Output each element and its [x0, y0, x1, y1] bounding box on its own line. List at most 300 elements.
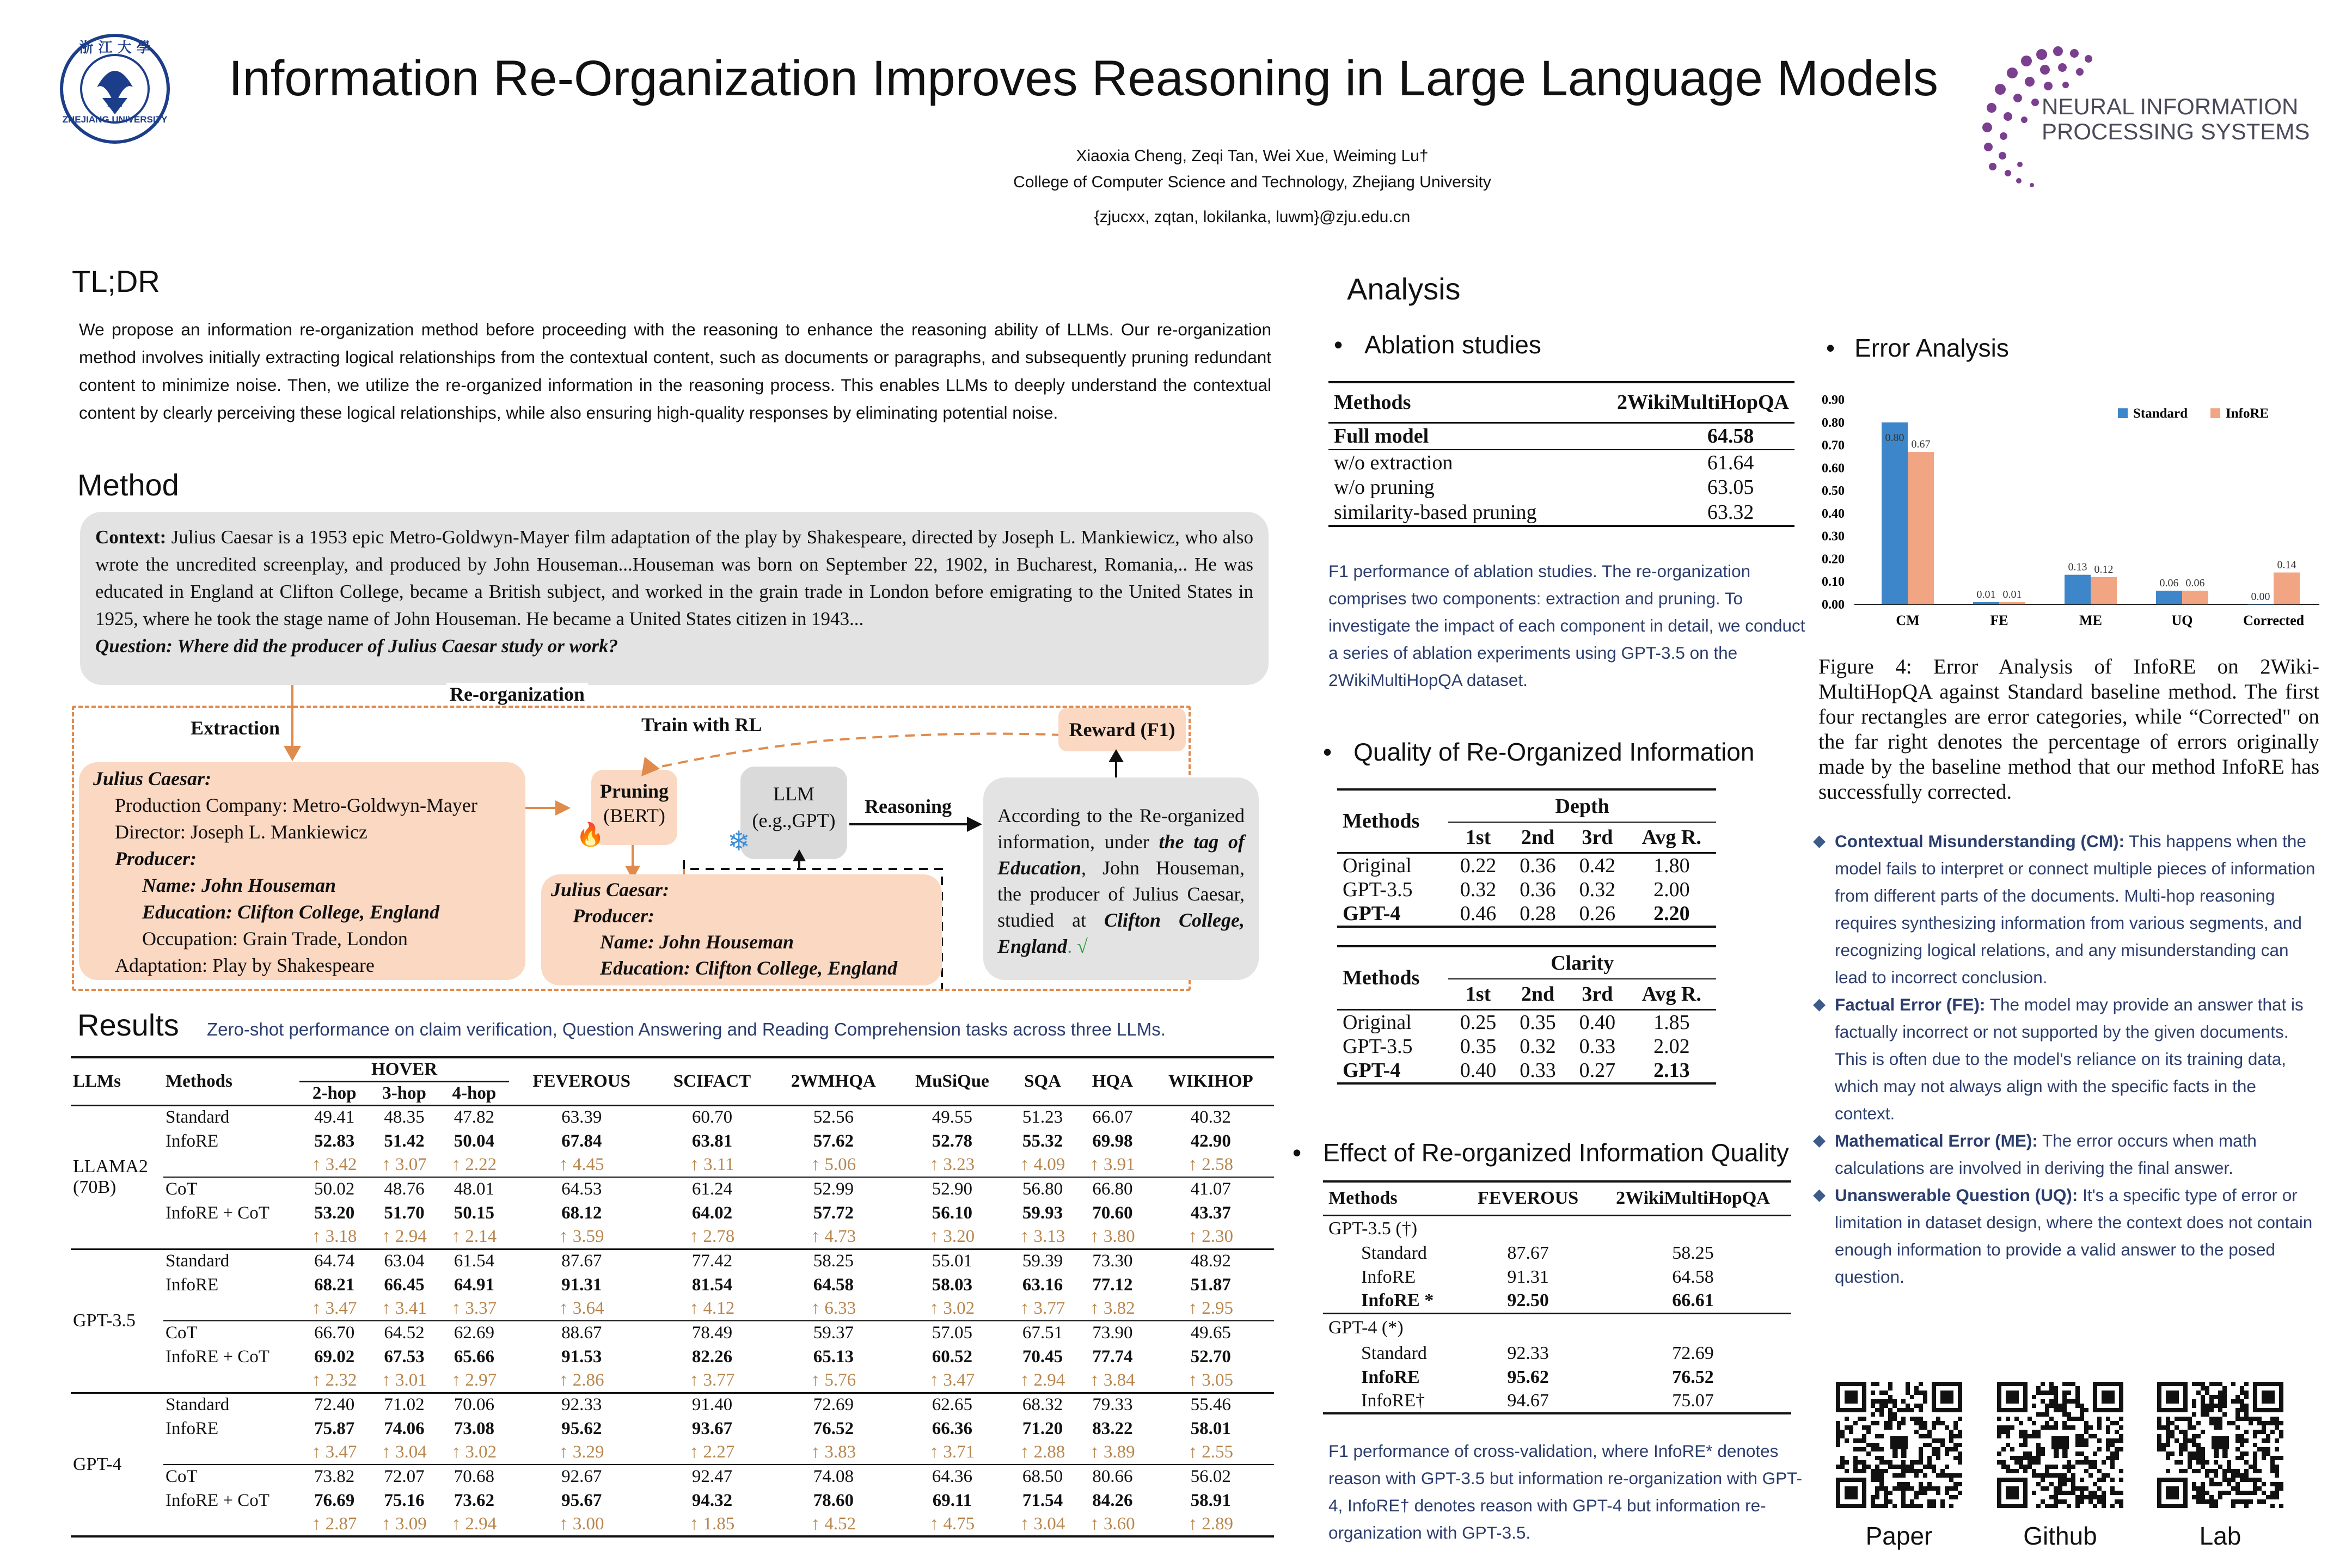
quality-cell: 0.33	[1579, 1034, 1616, 1058]
result-row	[71, 1393, 1274, 1417]
result-cell: 48.01	[454, 1179, 495, 1199]
effect-cell: 64.58	[1672, 1267, 1714, 1287]
abl-row0-m: Full model	[1334, 425, 1429, 448]
quality-cell: 0.46	[1460, 902, 1497, 925]
q2-th-avg: Avg R.	[1641, 982, 1701, 1006]
result-cell: 72.69	[813, 1395, 854, 1415]
pruned-box	[541, 874, 942, 985]
effect-cell: Standard	[1361, 1343, 1427, 1363]
result-cell: 95.67	[561, 1490, 602, 1510]
quality-clarity-table	[1337, 945, 1716, 1085]
result-cell: 64.02	[691, 1203, 733, 1223]
abl-row1-v: 61.64	[1707, 451, 1754, 474]
result-cell: 52.78	[932, 1131, 973, 1151]
result-cell: 50.02	[314, 1179, 355, 1199]
extract-l7: Occupation: Grain Trade, London	[142, 928, 408, 950]
context-box	[80, 512, 1269, 685]
result-method: CoT	[166, 1179, 198, 1199]
result-cell: ↑ 3.00	[559, 1514, 604, 1534]
quality-row	[1337, 853, 1716, 878]
effect-heading	[1293, 1138, 1789, 1167]
llm-box	[740, 767, 847, 859]
quality-cell: 0.32	[1460, 878, 1497, 901]
result-cell: 51.23	[1022, 1107, 1063, 1128]
result-cell: 53.20	[314, 1203, 355, 1223]
neurips-line1: NEURAL INFORMATION	[2042, 94, 2299, 119]
result-cell: ↑ 4.09	[1020, 1155, 1065, 1174]
quality-cell: 0.27	[1579, 1058, 1616, 1082]
bar-infore-uq	[2182, 591, 2208, 604]
result-cell: ↑ 3.02	[929, 1298, 975, 1318]
result-cell: ↑ 3.82	[1090, 1298, 1135, 1318]
llm-label: LLM	[773, 783, 814, 805]
answer-tag: the tag of Education	[997, 831, 1245, 879]
y-tick-label: 0.30	[1822, 529, 1845, 544]
result-cell: 68.21	[314, 1275, 355, 1295]
quality-row	[1337, 1058, 1716, 1083]
ablation-table	[1328, 381, 1794, 527]
result-cell: 70.60	[1092, 1203, 1133, 1223]
svg-text:浙 江 大 學: 浙 江 大 學	[79, 40, 151, 56]
result-cell: 92.47	[691, 1467, 733, 1486]
pruning-label: Pruning	[599, 780, 669, 802]
result-cell: ↑ 3.02	[451, 1442, 497, 1462]
result-cell: 59.37	[813, 1323, 854, 1343]
result-cell: 50.04	[454, 1131, 495, 1151]
result-cell: ↑ 5.06	[811, 1155, 856, 1174]
result-cell: ↑ 3.29	[559, 1442, 604, 1462]
bar-standard-uq	[2156, 591, 2182, 604]
result-cell: 64.58	[813, 1275, 854, 1295]
error-item-desc: The error occurs when math calculations are involved in deriving the final answer.	[1835, 1131, 2257, 1178]
quality-cell: Original	[1343, 1010, 1412, 1034]
error-heading-text: Error Analysis	[1854, 334, 2009, 362]
result-cell: 79.33	[1092, 1395, 1133, 1415]
result-cell: 64.74	[314, 1251, 355, 1271]
analysis-heading: Analysis	[1347, 272, 1461, 306]
result-cell: 93.67	[691, 1418, 733, 1438]
result-cell: 70.06	[454, 1395, 495, 1415]
result-cell: 78.49	[691, 1323, 733, 1343]
result-method: InfoRE + CoT	[166, 1490, 270, 1510]
quality-cell: 0.25	[1460, 1010, 1497, 1034]
qr-label-github: Github	[2023, 1522, 2097, 1550]
context-text: Julius Caesar is a 1953 epic Metro-Goldwyn-Mayer film adaptation of the play by Shakespeare, directed by Joseph L. Mankiewicz, who also wrote the uncredited screenplay, and produced by John Houseman...Houseman was born on September 22, 1902, in Bucharest, Romania,.. He was educated in England at Clifton College, became a British subject, and worked in the grain trade in London before emigrating to the United States in 1925, where he took the stage name of John Houseman. He became a United States citizen in 1943...	[95, 526, 1254, 629]
quality-cell: 0.40	[1579, 1010, 1616, 1034]
effect-row	[1323, 1289, 1791, 1313]
bullet-dot: •	[1826, 334, 1835, 362]
effect-row	[1323, 1241, 1791, 1265]
result-cell: 69.02	[314, 1346, 355, 1367]
result-row	[71, 1225, 1274, 1249]
result-cell: 60.70	[691, 1107, 733, 1128]
bar-data-label: 0.06	[2185, 577, 2205, 589]
quality-row	[1337, 1034, 1716, 1058]
q-th-2nd: 2nd	[1521, 825, 1555, 849]
result-cell: 75.16	[384, 1490, 425, 1510]
effect-cell: InfoRE†	[1361, 1391, 1425, 1411]
result-cell: 51.42	[384, 1131, 425, 1151]
diamond-icon: ◆	[1813, 1186, 1826, 1204]
y-tick-label: 0.90	[1822, 393, 1845, 407]
y-tick-label: 0.40	[1822, 506, 1845, 521]
eff-g1: GPT-3.5 (†)	[1328, 1218, 1418, 1239]
abl-row3-v: 63.32	[1707, 501, 1754, 524]
result-cell: ↑ 3.07	[382, 1155, 427, 1174]
result-row	[71, 1273, 1274, 1297]
answer-box	[983, 777, 1259, 980]
x-tick-label: FE	[1990, 612, 2008, 628]
result-llm: GPT-3.5	[73, 1310, 136, 1331]
result-row	[71, 1512, 1274, 1536]
result-row	[71, 1321, 1274, 1345]
result-cell: 40.32	[1190, 1107, 1231, 1128]
x-tick-label: UQ	[2171, 612, 2193, 628]
result-cell: 73.62	[454, 1490, 495, 1510]
result-cell: 71.02	[384, 1395, 425, 1415]
result-cell: 49.65	[1190, 1323, 1231, 1343]
bar-data-label: 0.80	[1885, 431, 1904, 444]
result-cell: ↑ 2.55	[1188, 1442, 1234, 1462]
q2-th-methods: Methods	[1343, 966, 1420, 990]
error-item-desc: The model may provide an answer that is factually incorrect or not supported by the given documents. This is often due to the model's reliance on its training data, which may not always align with the specific facts in the context.	[1835, 995, 2304, 1123]
result-cell: 56.10	[932, 1203, 973, 1223]
result-cell: ↑ 2.78	[689, 1226, 735, 1246]
effect-cell: Standard	[1361, 1243, 1427, 1263]
result-cell: ↑ 2.27	[689, 1442, 735, 1462]
th-wikihop: WIKIHOP	[1168, 1071, 1253, 1091]
result-cell: 72.40	[314, 1395, 355, 1415]
th-methods: Methods	[166, 1071, 232, 1091]
tldr-heading: TL;DR	[72, 264, 160, 298]
error-item-desc: It's a specific type of error or limitation in dataset design, where the context does not contain enough information to provide a valid answer to the posed question.	[1835, 1185, 2313, 1287]
result-cell: ↑ 3.71	[929, 1442, 975, 1462]
result-cell: 77.42	[691, 1251, 733, 1271]
result-cell: 57.62	[813, 1131, 854, 1151]
result-row	[71, 1441, 1274, 1465]
effect-cell: 75.07	[1672, 1391, 1714, 1411]
emails: {zjucxx, zqtan, lokilanka, luwm}@zju.edu.cn	[1094, 208, 1411, 226]
result-cell: 76.52	[813, 1418, 854, 1438]
result-cell: 95.62	[561, 1418, 602, 1438]
result-llm: LLAMA2 (70B)	[73, 1156, 148, 1197]
result-cell: ↑ 3.09	[382, 1514, 427, 1534]
q-th-depth: Depth	[1448, 789, 1716, 822]
result-cell: 87.67	[561, 1251, 602, 1271]
result-cell: 69.11	[932, 1490, 972, 1510]
result-cell: 51.87	[1190, 1275, 1231, 1295]
result-cell: 58.01	[1190, 1418, 1231, 1438]
result-cell: 58.91	[1190, 1490, 1231, 1510]
result-cell: 60.52	[932, 1346, 973, 1367]
quality-cell: GPT-4	[1343, 1058, 1401, 1082]
extract-l8: Adaptation: Play by Shakespeare	[115, 954, 375, 976]
tldr-body: We propose an information re-organization method before proceeding with the reasoning to enhance the reasoning ability of LLMs. Our re-organization method involves initially extracting logical relationships from the contextual content, such as documents or paragraphs, and subsequently pruning redundant content to minimize noise. Then, we utilize the re-organized information in the reasoning process. This enables LLMs to deeply understand the contextual content by clearly perceiving these logical relationships, while also ensuring high-quality responses by eliminating potential noise.	[79, 320, 1271, 422]
abl-th-methods: Methods	[1334, 391, 1411, 414]
arrow-llm-to-answer	[849, 823, 969, 825]
result-cell: 68.50	[1022, 1467, 1063, 1486]
result-cell: ↑ 3.47	[311, 1298, 357, 1318]
bar-infore-me	[2091, 577, 2117, 604]
affiliation: College of Computer Science and Technology, Zhejiang University	[1013, 173, 1491, 191]
eff-th-2wiki: 2WikiMultiHopQA	[1616, 1188, 1770, 1209]
result-cell: 66.45	[384, 1275, 425, 1295]
bar-data-label: 0.14	[2277, 559, 2296, 571]
result-cell: 62.69	[454, 1323, 495, 1343]
neurips-line2: PROCESSING SYSTEMS	[2042, 119, 2310, 144]
q2-th-2nd: 2nd	[1521, 982, 1555, 1006]
result-cell: ↑ 3.64	[559, 1298, 604, 1318]
result-method: CoT	[166, 1467, 198, 1486]
results-heading: Results	[77, 1008, 179, 1042]
quality-row	[1337, 1009, 1716, 1034]
result-row	[71, 1297, 1274, 1321]
th-sqa: SQA	[1024, 1071, 1061, 1091]
result-cell: 74.06	[384, 1418, 425, 1438]
result-row	[71, 1105, 1274, 1129]
result-row	[71, 1345, 1274, 1369]
paper-qr-code[interactable]	[1836, 1382, 1962, 1508]
effect-table	[1323, 1180, 1791, 1414]
abl-row2-v: 63.05	[1707, 476, 1754, 499]
result-cell: ↑ 2.94	[382, 1226, 427, 1246]
result-cell: ↑ 4.45	[559, 1155, 604, 1174]
quality-cell: 0.33	[1520, 1058, 1556, 1082]
result-cell: 72.07	[384, 1467, 425, 1486]
result-method-blank	[163, 1441, 299, 1465]
quality-cell: 0.32	[1579, 878, 1616, 901]
result-cell: 57.72	[813, 1203, 854, 1223]
result-cell: ↑ 2.87	[311, 1514, 357, 1534]
ablation-heading-text: Ablation studies	[1364, 330, 1541, 359]
result-cell: 71.20	[1022, 1418, 1063, 1438]
result-cell: ↑ 3.01	[382, 1370, 427, 1390]
error-chart	[1813, 387, 2325, 642]
reasoning-label: Reasoning	[865, 795, 952, 817]
effect-cell: 94.67	[1507, 1391, 1549, 1411]
bar-standard-fe	[1973, 602, 1999, 604]
result-row	[71, 1177, 1274, 1201]
extract-l5: Name: John Houseman	[142, 874, 336, 896]
result-row	[71, 1249, 1274, 1273]
effect-cell: 87.67	[1507, 1243, 1549, 1263]
result-cell: ↑ 3.77	[1020, 1298, 1065, 1318]
y-tick-label: 0.80	[1822, 415, 1845, 430]
result-cell: 48.92	[1190, 1251, 1231, 1271]
result-cell: 63.16	[1022, 1275, 1063, 1295]
result-cell: 49.41	[314, 1107, 355, 1128]
result-cell: 71.54	[1022, 1490, 1063, 1510]
extract-l3: Director: Joseph L. Mankiewicz	[115, 821, 367, 843]
result-method: InfoRE + CoT	[166, 1203, 270, 1223]
ablation-heading	[1334, 330, 1541, 359]
result-cell: ↑ 3.89	[1090, 1442, 1135, 1462]
result-method: Standard	[166, 1395, 230, 1415]
authors: Xiaoxia Cheng, Zeqi Tan, Wei Xue, Weiming Lu†	[1076, 147, 1429, 165]
y-tick-label: 0.70	[1822, 438, 1845, 453]
legend-label: InfoRE	[2226, 406, 2269, 421]
extract-l1: Julius Caesar:	[93, 768, 212, 789]
result-cell: 80.66	[1092, 1467, 1133, 1486]
eff-g2: GPT-4 (*)	[1328, 1317, 1404, 1338]
result-cell: 49.55	[932, 1107, 973, 1128]
result-cell: 73.82	[314, 1467, 355, 1486]
effect-cell: InfoRE	[1361, 1267, 1416, 1287]
result-cell: ↑ 2.86	[559, 1370, 604, 1390]
result-method-blank	[163, 1153, 299, 1177]
x-tick-label: ME	[2079, 612, 2102, 628]
result-cell: 64.53	[561, 1179, 602, 1199]
result-cell: 65.13	[813, 1346, 854, 1367]
result-cell: 92.33	[561, 1395, 602, 1415]
result-cell: 83.22	[1092, 1418, 1133, 1438]
result-cell: 51.70	[384, 1203, 425, 1223]
effect-cell: 76.52	[1672, 1367, 1714, 1387]
result-cell: 70.45	[1022, 1346, 1063, 1367]
result-cell: ↑ 2.22	[451, 1155, 497, 1174]
effect-cell: 66.61	[1672, 1290, 1714, 1311]
result-method: Standard	[166, 1107, 230, 1128]
effect-cell: 92.33	[1507, 1343, 1549, 1363]
rl-arrow	[632, 724, 1067, 779]
llm-sub: (e.g.,GPT)	[752, 810, 836, 831]
quality-row	[1337, 878, 1716, 902]
result-cell: 68.12	[561, 1203, 602, 1223]
arrow-head-extract	[284, 746, 301, 762]
result-cell: 55.01	[932, 1251, 973, 1271]
result-cell: ↑ 3.47	[929, 1370, 975, 1390]
result-cell: 48.35	[384, 1107, 425, 1128]
result-cell: 70.68	[454, 1467, 495, 1486]
th-2hop: 2-hop	[312, 1083, 357, 1103]
error-item	[1813, 828, 2319, 991]
result-cell: 66.07	[1092, 1107, 1133, 1128]
y-tick-label: 0.00	[1822, 598, 1845, 612]
abl-th-dataset: 2WikiMultiHopQA	[1616, 391, 1789, 414]
quality-cell: Original	[1343, 854, 1412, 877]
result-cell: ↑ 3.80	[1090, 1226, 1135, 1246]
result-method: InfoRE	[166, 1131, 219, 1151]
abl-row1-m: w/o extraction	[1334, 451, 1453, 474]
x-tick-label: CM	[1896, 612, 1920, 628]
quality-depth-table	[1337, 788, 1716, 928]
extract-l6: Education: Clifton College, England	[142, 901, 440, 923]
arrow-head-reward	[1108, 749, 1124, 762]
quality-cell: 2.00	[1653, 878, 1690, 901]
quality-cell: 0.35	[1520, 1010, 1556, 1034]
lab-qr-code[interactable]	[2157, 1382, 2283, 1508]
result-cell: ↑ 3.04	[382, 1442, 427, 1462]
arrow-head-answer	[967, 817, 982, 832]
result-cell: ↑ 2.14	[451, 1226, 497, 1246]
q-th-1st: 1st	[1465, 825, 1491, 849]
result-cell: 66.80	[1092, 1179, 1133, 1199]
result-row	[71, 1369, 1274, 1393]
result-cell: 61.54	[454, 1251, 495, 1271]
result-cell: 59.93	[1022, 1203, 1063, 1223]
zju-logo-year: 1897	[106, 100, 124, 109]
extract-l2: Production Company: Metro-Goldwyn-Mayer	[115, 794, 477, 816]
question-text: Question: Where did the producer of Julius Caesar study or work?	[95, 635, 618, 657]
extraction-label: Extraction	[191, 717, 280, 739]
eff-th-methods: Methods	[1328, 1188, 1398, 1209]
page-title: Information Re-Organization Improves Reasoning in Large Language Models	[229, 51, 1939, 106]
extraction-box	[79, 762, 525, 980]
quality-cell: 1.85	[1653, 1010, 1690, 1034]
effect-heading-text: Effect of Re-organized Information Quality	[1323, 1138, 1789, 1167]
result-cell: ↑ 4.75	[929, 1514, 975, 1534]
result-cell: 58.25	[813, 1251, 854, 1271]
legend-swatch	[2118, 408, 2128, 418]
effect-cell: 95.62	[1507, 1367, 1549, 1387]
result-cell: 67.53	[384, 1346, 425, 1367]
result-cell: ↑ 3.05	[1188, 1370, 1234, 1390]
bar-data-label: 0.00	[2251, 591, 2270, 603]
result-cell: 68.32	[1022, 1395, 1063, 1415]
result-cell: ↑ 3.18	[311, 1226, 357, 1246]
result-row	[71, 1465, 1274, 1489]
th-musique: MuSiQue	[915, 1071, 989, 1091]
github-qr-code[interactable]	[1997, 1382, 2123, 1508]
result-cell: ↑ 3.11	[690, 1155, 734, 1174]
result-cell: ↑ 2.94	[451, 1514, 497, 1534]
pruned-l4: Education: Clifton College, England	[600, 957, 898, 979]
error-item-title: Mathematical Error (ME):	[1835, 1131, 2038, 1150]
quality-cell: 2.13	[1653, 1058, 1690, 1082]
qr-label-paper: Paper	[1865, 1522, 1933, 1550]
result-cell: 65.66	[454, 1346, 495, 1367]
diamond-icon: ◆	[1813, 832, 1826, 850]
result-cell: 59.39	[1022, 1251, 1063, 1271]
result-llm: GPT-4	[73, 1454, 122, 1474]
result-cell: 91.53	[561, 1346, 602, 1367]
pruned-l3: Name: John Houseman	[600, 931, 794, 953]
result-cell: 73.30	[1092, 1251, 1133, 1271]
result-cell: ↑ 2.32	[311, 1370, 357, 1390]
result-cell: 78.60	[813, 1490, 854, 1510]
quality-cell: 2.02	[1653, 1034, 1690, 1058]
fire-icon: 🔥	[576, 821, 605, 848]
quality-cell: 0.26	[1579, 902, 1616, 925]
pruned-l2: Producer:	[573, 905, 654, 927]
quality-cell: 0.40	[1460, 1058, 1497, 1082]
y-tick-label: 0.20	[1822, 552, 1845, 567]
result-cell: 57.05	[932, 1323, 973, 1343]
error-item-title: Contextual Misunderstanding (CM):	[1835, 831, 2124, 851]
bar-data-label: 0.01	[2002, 588, 2022, 601]
y-tick-label: 0.60	[1822, 461, 1845, 476]
result-row	[71, 1417, 1274, 1441]
result-cell: 62.65	[932, 1395, 973, 1415]
result-method: InfoRE + CoT	[166, 1346, 270, 1367]
result-cell: 94.32	[691, 1490, 733, 1510]
result-cell: 91.31	[561, 1275, 602, 1295]
result-cell: 88.67	[561, 1323, 602, 1343]
result-cell: 82.26	[691, 1346, 733, 1367]
results-caption: Zero-shot performance on claim verification, Question Answering and Reading Comprehension tasks across three LLMs.	[207, 1019, 1166, 1039]
error-item-title: Factual Error (FE):	[1835, 995, 1986, 1014]
train-label: Train with RL	[641, 714, 762, 736]
quality-cell: 1.80	[1653, 854, 1690, 877]
y-tick-label: 0.50	[1822, 484, 1845, 499]
pruned-l1: Julius Caesar:	[551, 879, 670, 901]
arrow-head-prune	[555, 800, 572, 817]
result-cell: ↑ 4.12	[689, 1298, 735, 1318]
result-cell: ↑ 3.77	[689, 1370, 735, 1390]
error-item	[1813, 1181, 2319, 1290]
results-table	[71, 1056, 1274, 1538]
result-method: Standard	[166, 1251, 230, 1271]
